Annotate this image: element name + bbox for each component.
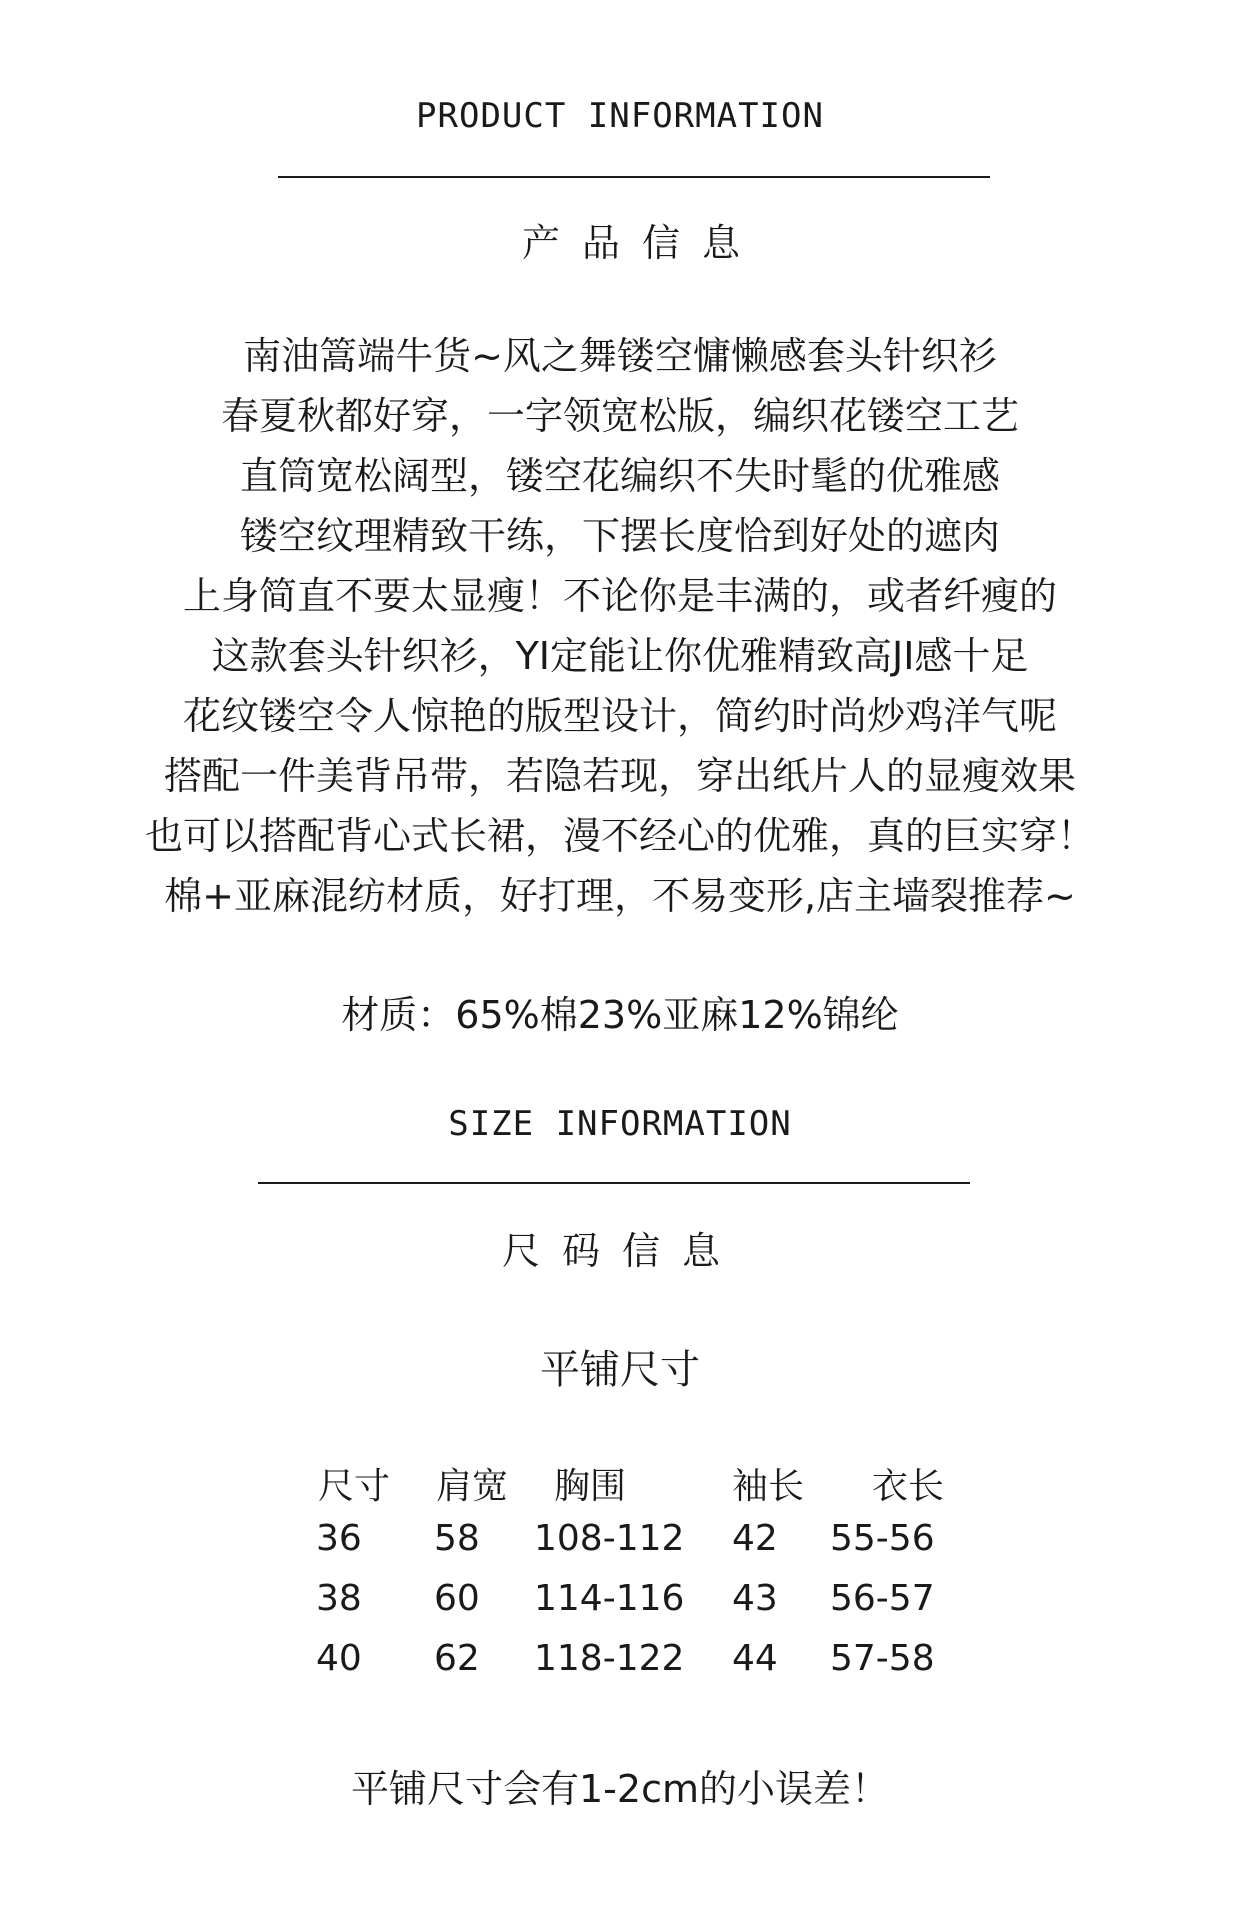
description-line-5: 上身简直不要太显瘦！不论你是丰满的，或者纤瘦的 <box>182 574 1057 618</box>
description-line-8: 搭配一件美背吊带，若隐若现，穿出纸片人的显瘦效果 <box>163 754 1076 798</box>
description-line-3: 直筒宽松阔型，镂空花编织不失时髦的优雅感 <box>239 454 1000 498</box>
table-cell: 114-116 <box>534 1578 685 1619</box>
table-cell: 44 <box>732 1638 778 1679</box>
table-cell: 62 <box>434 1638 480 1679</box>
table-cell: 118-122 <box>534 1638 685 1679</box>
header-length: 衣长 <box>872 1466 945 1507</box>
header-size: 尺寸 <box>318 1466 391 1507</box>
description-line-2: 春夏秋都好穿，一字领宽松版，编织花镂空工艺 <box>220 394 1019 438</box>
table-cell: 36 <box>316 1518 362 1559</box>
table-cell: 57-58 <box>830 1638 935 1679</box>
header-shoulder: 肩宽 <box>436 1466 509 1507</box>
size-title-en: SIZE INFORMATION <box>448 1104 792 1144</box>
size-subtitle: 平铺尺寸 <box>540 1347 700 1393</box>
table-cell: 56-57 <box>830 1578 935 1619</box>
material-line: 材质：65%棉23%亚麻12%锦纶 <box>341 993 899 1037</box>
description-line-9: 也可以搭配背心式长裙，漫不经心的优雅，真的巨实穿！ <box>144 814 1095 858</box>
description-line-10: 棉+亚麻混纺材质，好打理，不易变形,店主墙裂推荐~ <box>164 874 1076 918</box>
description-line-7: 花纹镂空令人惊艳的版型设计，简约时尚炒鸡洋气呢 <box>182 694 1057 738</box>
table-cell: 108-112 <box>534 1518 685 1559</box>
description-line-1: 南油篙端牛货~风之舞镂空慵懒感套头针织衫 <box>243 334 997 378</box>
product-title-en: PRODUCT INFORMATION <box>416 96 824 136</box>
size-title-zh: 尺码信息 <box>501 1229 742 1273</box>
table-cell: 38 <box>316 1578 362 1619</box>
table-cell: 55-56 <box>830 1518 935 1559</box>
table-cell: 43 <box>732 1578 778 1619</box>
table-cell: 58 <box>434 1518 480 1559</box>
table-cell: 40 <box>316 1638 362 1679</box>
description-line-6: 这款套头针织衫，YI定能让你优雅精致高JI感十足 <box>211 634 1029 678</box>
header-sleeve: 袖长 <box>732 1466 805 1507</box>
table-cell: 42 <box>732 1518 778 1559</box>
description-line-4: 镂空纹理精致干练，下摆长度恰到好处的遮肉 <box>239 514 1000 558</box>
product-title-zh: 产品信息 <box>521 221 762 265</box>
size-note: 平铺尺寸会有1-2cm的小误差！ <box>351 1767 889 1811</box>
table-cell: 60 <box>434 1578 480 1619</box>
header-chest: 胸围 <box>554 1466 627 1507</box>
